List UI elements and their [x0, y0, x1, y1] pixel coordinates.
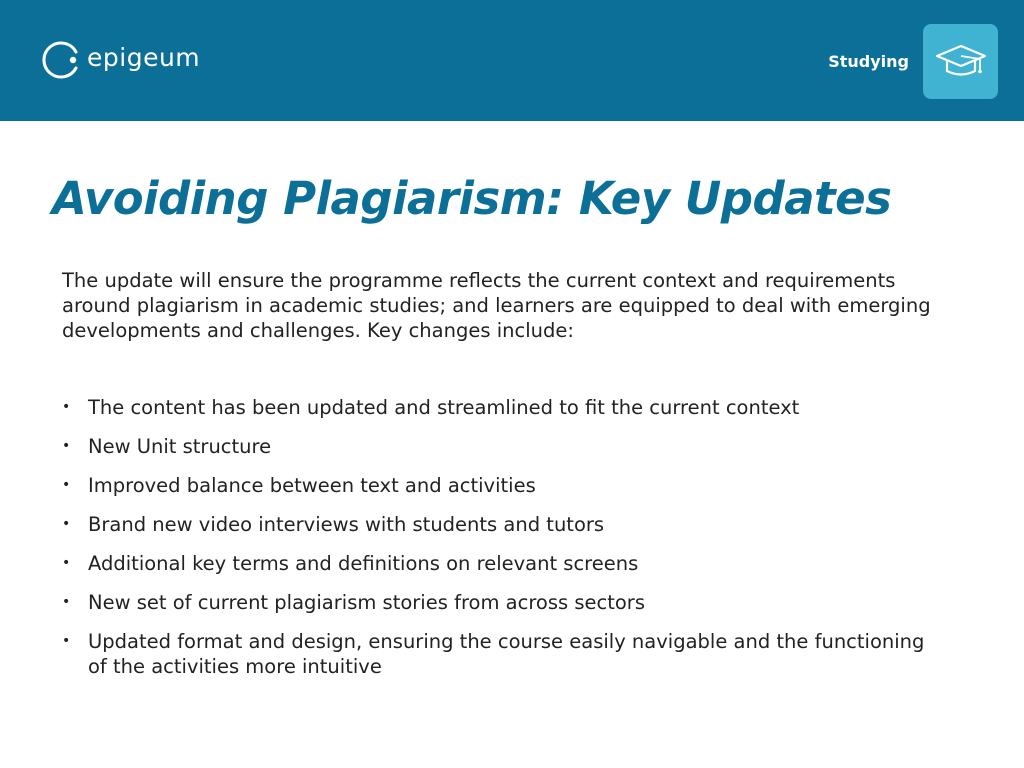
epigeum-logo: [40, 38, 200, 82]
list-item: [62, 473, 942, 498]
key-changes-list: [62, 395, 942, 693]
logo-text: epigeum: [87, 42, 201, 72]
list-item-text: New Unit structure: [88, 435, 272, 458]
header-bar: [0, 0, 1024, 121]
slide-title: Avoiding Plagiarism: Key Updates: [52, 172, 892, 225]
list-item-text: Brand new video interviews with students and tutors: [88, 513, 605, 536]
intro-paragraph: The update will ensure the programme reflects the current context and requirements around plagiarism in academic studies; and learners are equipped to deal with emerging developments and challenges. Key changes include:: [62, 269, 931, 342]
list-item: [62, 551, 942, 576]
list-item: [62, 395, 942, 420]
bullet-icon: •: [62, 477, 71, 493]
bullet-icon: •: [62, 438, 71, 454]
list-item: [62, 590, 942, 615]
section-label: Studying: [828, 52, 909, 71]
list-item-text: Updated format and design, ensuring the course easily navigable and the functioning of the activities more intuitive: [88, 630, 925, 678]
section-icon-box: [923, 24, 998, 99]
bullet-icon: •: [62, 594, 71, 610]
list-item-text: Improved balance between text and activities: [88, 474, 536, 497]
list-item-text: New set of current plagiarism stories from across sectors: [88, 591, 645, 614]
list-item: [62, 512, 942, 537]
bullet-icon: •: [62, 399, 71, 415]
bullet-icon: •: [62, 516, 71, 532]
epigeum-logo-icon: [40, 38, 84, 82]
bullet-icon: •: [62, 555, 71, 571]
bullet-icon: •: [62, 633, 71, 649]
list-item-text: The content has been updated and streamlined to fit the current context: [88, 396, 800, 419]
list-item: [62, 629, 942, 679]
graduation-cap-icon: [933, 40, 989, 84]
list-item: [62, 434, 942, 459]
list-item-text: Additional key terms and definitions on relevant screens: [88, 552, 639, 575]
